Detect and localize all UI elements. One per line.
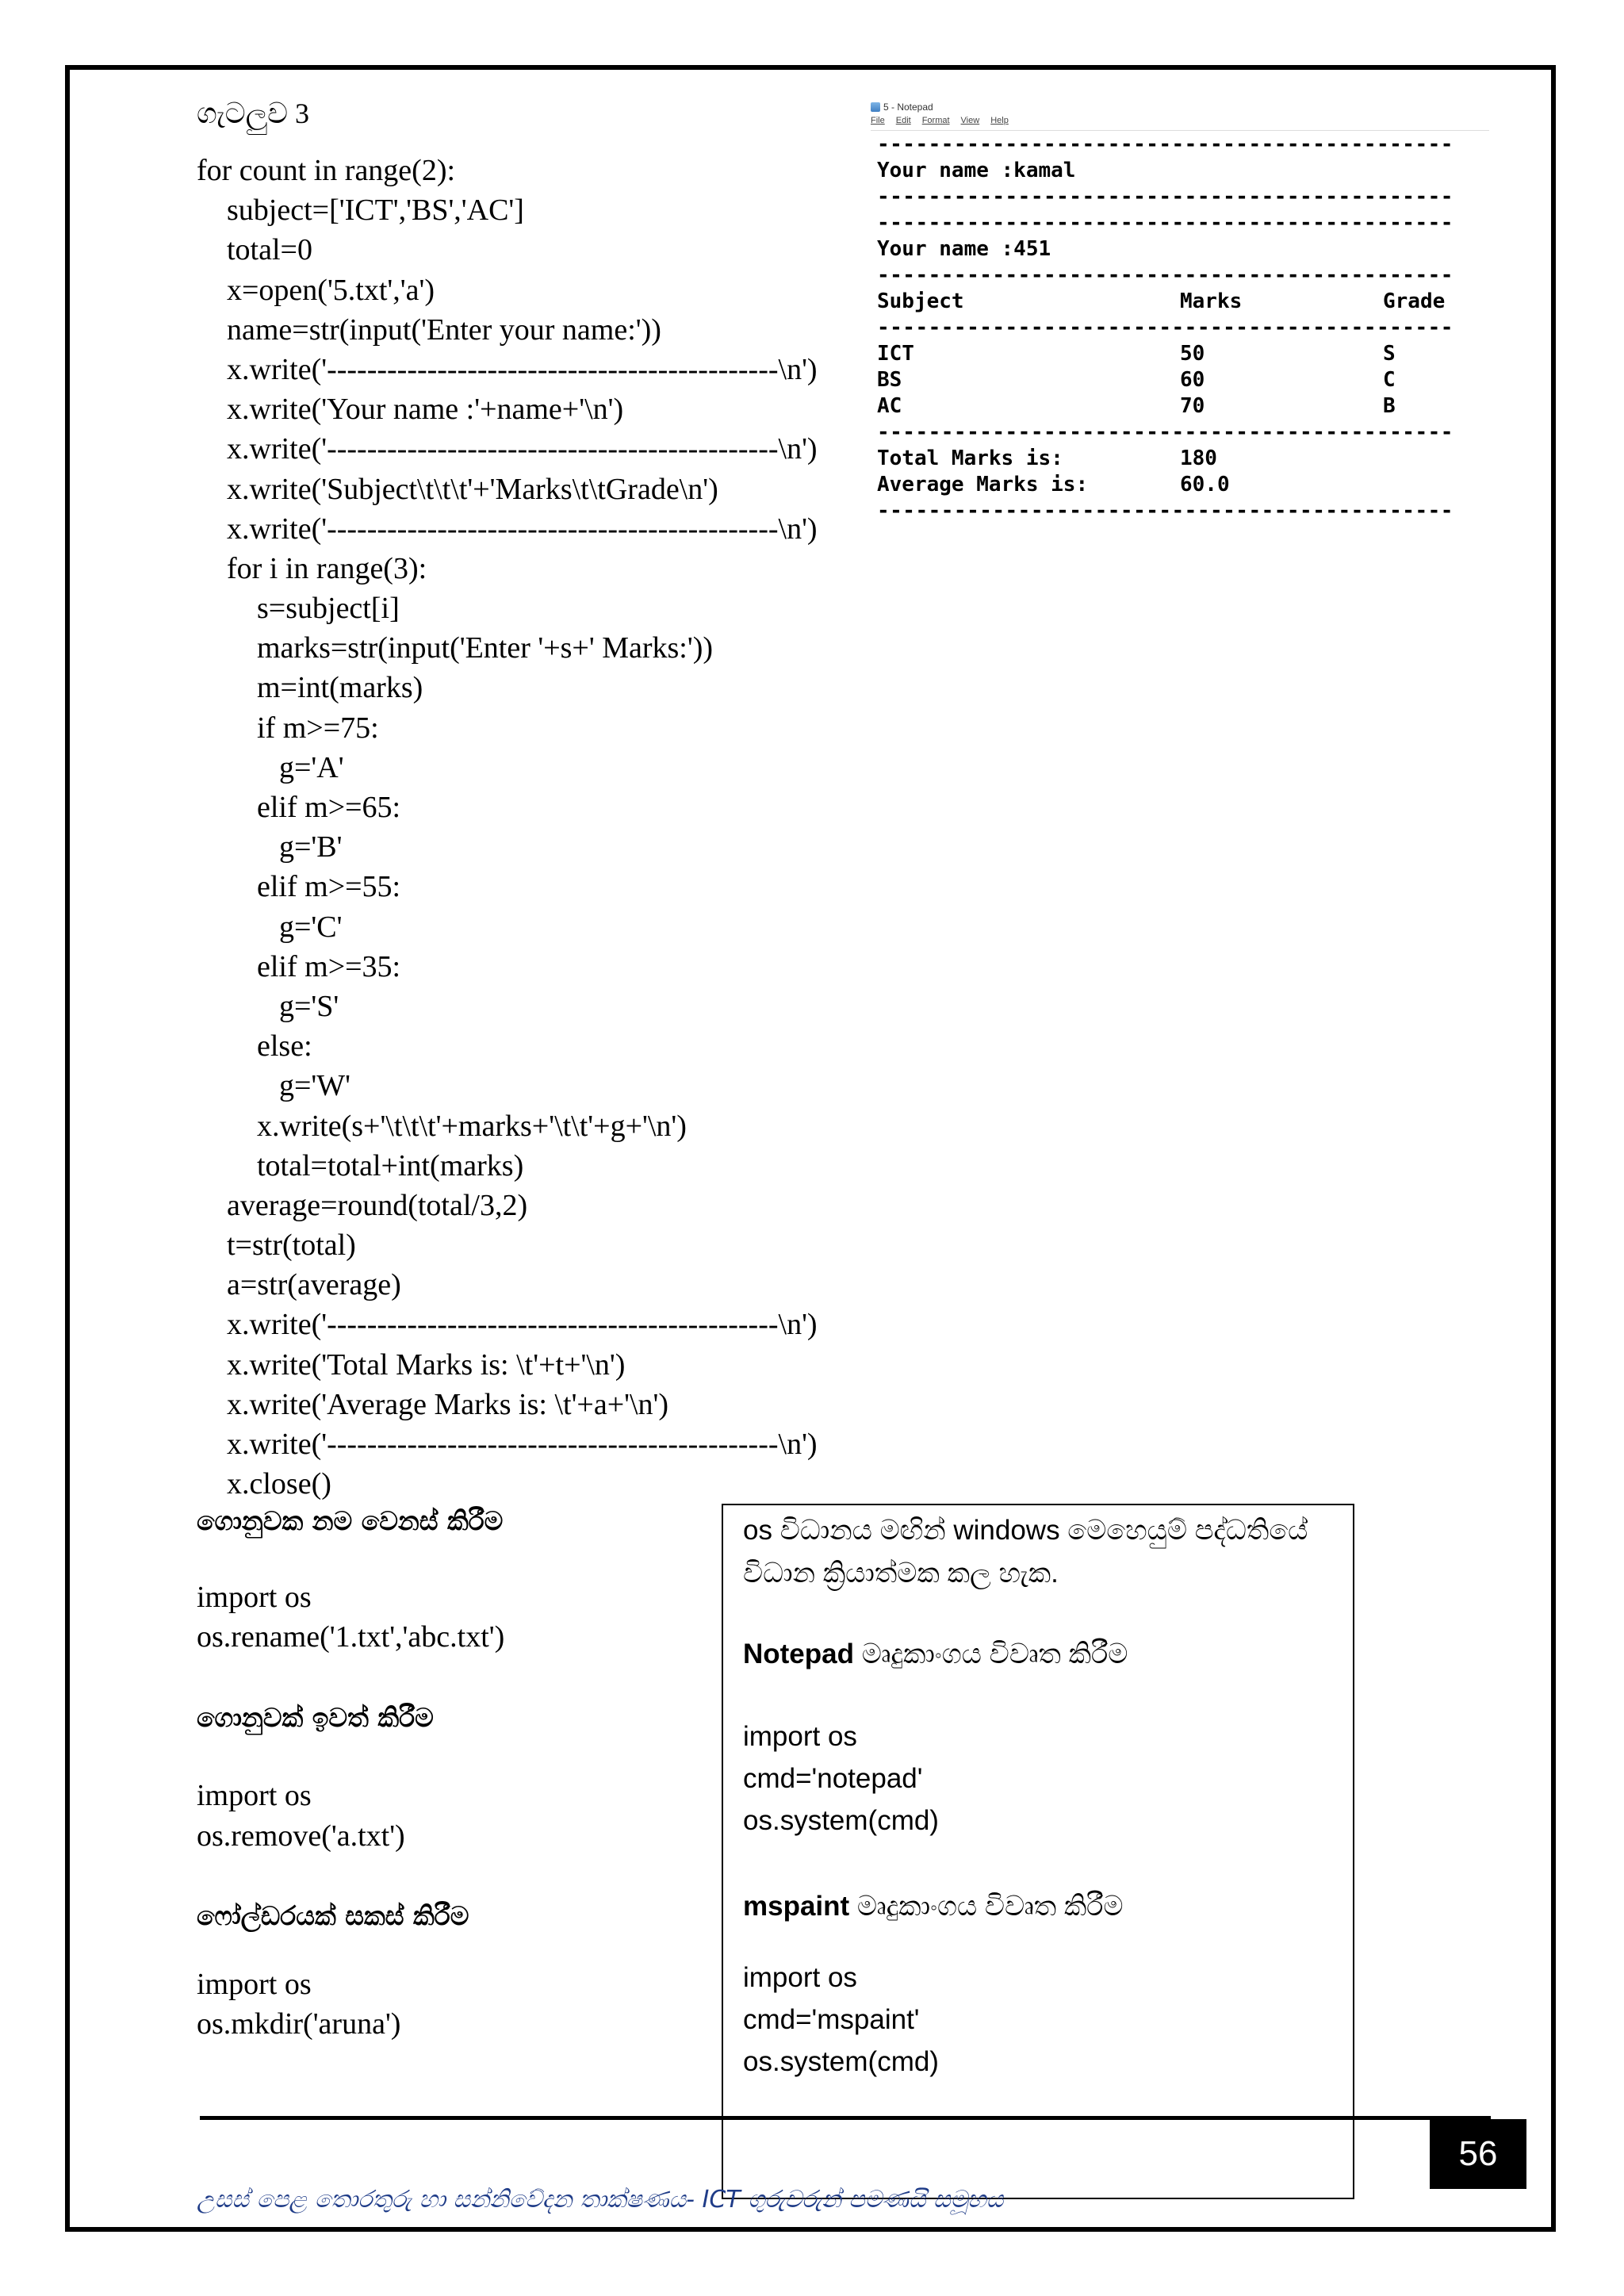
- code-line: x.write('Average Marks is: \t'+a+'\n'): [227, 1387, 669, 1421]
- os-intro-line: විධාන ක්‍රියාත්මක කල හැක.: [743, 1558, 1059, 1589]
- code-line: x.write('---------------------------------------------\n'): [227, 1308, 818, 1342]
- rename-code-line: import os: [197, 1581, 312, 1614]
- code-line: x.write(s+'\t\t\t'+marks+'\t\t'+g+'\n'): [257, 1109, 687, 1143]
- subject-cell: AC: [877, 394, 902, 418]
- python-code-block: [197, 151, 818, 1504]
- rename-code-line: os.rename('1.txt','abc.txt'): [197, 1620, 505, 1654]
- marks-cell: 70: [1180, 394, 1205, 418]
- menu-file[interactable]: File: [871, 116, 885, 125]
- code-line: g='S': [279, 989, 339, 1023]
- result-row: [877, 341, 1462, 367]
- code-line: total=total+int(marks): [257, 1148, 524, 1182]
- code-line: g='C': [279, 910, 343, 944]
- notepad-divider: [871, 130, 1489, 131]
- delete-code-line: import os: [197, 1779, 312, 1812]
- code-line: x.write('Subject\t\t\t'+'Marks\t\tGrade\n'): [227, 472, 718, 506]
- mspaint-title-rest: මෘදුකාංගය විවෘත කිරීම: [849, 1891, 1124, 1922]
- notepad-menubar: [871, 116, 1009, 128]
- notepad-title: 5 - Notepad: [883, 102, 933, 113]
- total-value: 180: [1180, 447, 1217, 470]
- code-line: for i in range(3):: [227, 551, 427, 585]
- mspaint-code-line: import os: [743, 1962, 857, 1993]
- code-line: x.write('Total Marks is: \t'+t+'\n'): [227, 1347, 626, 1382]
- dash-line: ---------------------------------------------: [877, 211, 1454, 235]
- code-line: elif m>=55:: [257, 870, 401, 904]
- problem-heading: ගැටලුව 3: [197, 98, 310, 129]
- name-line-2: Your name :451: [877, 237, 1051, 261]
- code-line: x.write('Your name :'+name+'\n'): [227, 393, 624, 427]
- result-row: [877, 367, 1462, 393]
- mspaint-code-line: cmd='mspaint': [743, 2004, 920, 2035]
- subject-cell: ICT: [877, 342, 914, 366]
- notepad-titlebar: [871, 100, 933, 114]
- code-line: average=round(total/3,2): [227, 1188, 528, 1222]
- marks-cell: 50: [1180, 342, 1205, 366]
- average-value: 60.0: [1180, 473, 1230, 496]
- dash-line: ---------------------------------------------: [877, 499, 1454, 523]
- dash-line: ---------------------------------------------: [877, 420, 1454, 444]
- result-row: [877, 393, 1462, 420]
- notepad-icon: [871, 102, 880, 112]
- grade-cell: C: [1383, 368, 1396, 392]
- os-intro-line: os විධානය මඟින් windows මෙහෙයුම් පද්ධතියේ: [743, 1515, 1308, 1546]
- code-line: subject=['ICT','BS','AC']: [227, 194, 524, 228]
- code-line: total=0: [227, 233, 312, 267]
- code-line: g='B': [279, 830, 343, 864]
- folder-section-title: ෆෝල්ඩරයක් සකස් කිරීම: [197, 1900, 469, 1931]
- menu-view[interactable]: View: [960, 116, 980, 125]
- code-line: x=open('5.txt','a'): [227, 273, 435, 307]
- dash-line: ---------------------------------------------: [877, 185, 1454, 209]
- notepad-keyword: Notepad: [743, 1639, 854, 1669]
- notepad-output-screenshot: [871, 100, 1489, 528]
- code-line: marks=str(input('Enter '+s+' Marks:')): [257, 631, 714, 665]
- notepad-section-title: [743, 1639, 1128, 1670]
- notepad-code-line: os.system(cmd): [743, 1805, 939, 1836]
- dash-line: ---------------------------------------------: [877, 132, 1454, 156]
- menu-format[interactable]: Format: [921, 116, 950, 125]
- code-line: elif m>=35:: [257, 949, 401, 983]
- header-marks: Marks: [1180, 289, 1243, 313]
- menu-help[interactable]: Help: [990, 116, 1009, 125]
- dash-line: ---------------------------------------------: [877, 263, 1454, 287]
- delete-code-line: os.remove('a.txt'): [197, 1819, 405, 1853]
- notepad-code-line: import os: [743, 1721, 857, 1752]
- code-line: x.write('---------------------------------------------\n'): [227, 352, 818, 386]
- menu-edit[interactable]: Edit: [895, 116, 911, 125]
- code-line: x.close(): [227, 1467, 331, 1501]
- page-number: 56: [1430, 2119, 1526, 2189]
- code-line: else:: [257, 1029, 312, 1064]
- notepad-code-line: cmd='notepad': [743, 1763, 923, 1794]
- footer-rule: [200, 2116, 1491, 2120]
- delete-section-title: ගොනුවක් ඉවත් කිරීම: [197, 1702, 434, 1733]
- code-line: for count in range(2):: [197, 154, 456, 187]
- folder-code-line: os.mkdir('aruna'): [197, 2007, 401, 2041]
- mspaint-code-line: os.system(cmd): [743, 2046, 939, 2077]
- code-line: m=int(marks): [257, 671, 423, 705]
- grade-cell: S: [1383, 342, 1396, 366]
- folder-code-line: import os: [197, 1968, 312, 2001]
- code-line: s=subject[i]: [257, 592, 400, 626]
- marks-cell: 60: [1180, 368, 1205, 392]
- os-module-box: [722, 1504, 1354, 2199]
- header-subject: Subject: [877, 289, 964, 313]
- average-label: Average Marks is:: [877, 473, 1089, 496]
- code-line: x.write('---------------------------------------------\n'): [227, 432, 818, 466]
- name-line-1: Your name :kamal: [877, 159, 1076, 182]
- code-line: x.write('---------------------------------------------\n'): [227, 1428, 818, 1461]
- code-line: a=str(average): [227, 1268, 401, 1302]
- code-line: g='A': [279, 750, 344, 784]
- code-line: if m>=75:: [257, 711, 379, 745]
- notepad-title-rest: මෘදුකාංගය විවෘත කිරීම: [854, 1639, 1128, 1669]
- subject-cell: BS: [877, 368, 902, 392]
- header-grade: Grade: [1383, 289, 1446, 313]
- rename-section-title: ගොනුවක නම වෙනස් කිරීම: [197, 1505, 504, 1536]
- code-line: x.write('---------------------------------------------\n'): [227, 512, 818, 546]
- footer-text: උසස් පෙළ තොරතුරු හා සන්නිවේදන තාක්ෂණය- ICT ගුරුවරුන් පමණයි සමූහය: [197, 2186, 1004, 2214]
- code-line: t=str(total): [227, 1228, 356, 1263]
- code-line: g='W': [279, 1069, 350, 1103]
- dash-line: ---------------------------------------------: [877, 316, 1454, 339]
- mspaint-keyword: mspaint: [743, 1891, 850, 1922]
- notepad-text: [877, 132, 1462, 524]
- grade-cell: B: [1383, 394, 1396, 418]
- total-label: Total Marks is:: [877, 447, 1063, 470]
- code-line: name=str(input('Enter your name:')): [227, 312, 661, 347]
- code-line: elif m>=65:: [257, 791, 401, 824]
- mspaint-section-title: [743, 1891, 1124, 1922]
